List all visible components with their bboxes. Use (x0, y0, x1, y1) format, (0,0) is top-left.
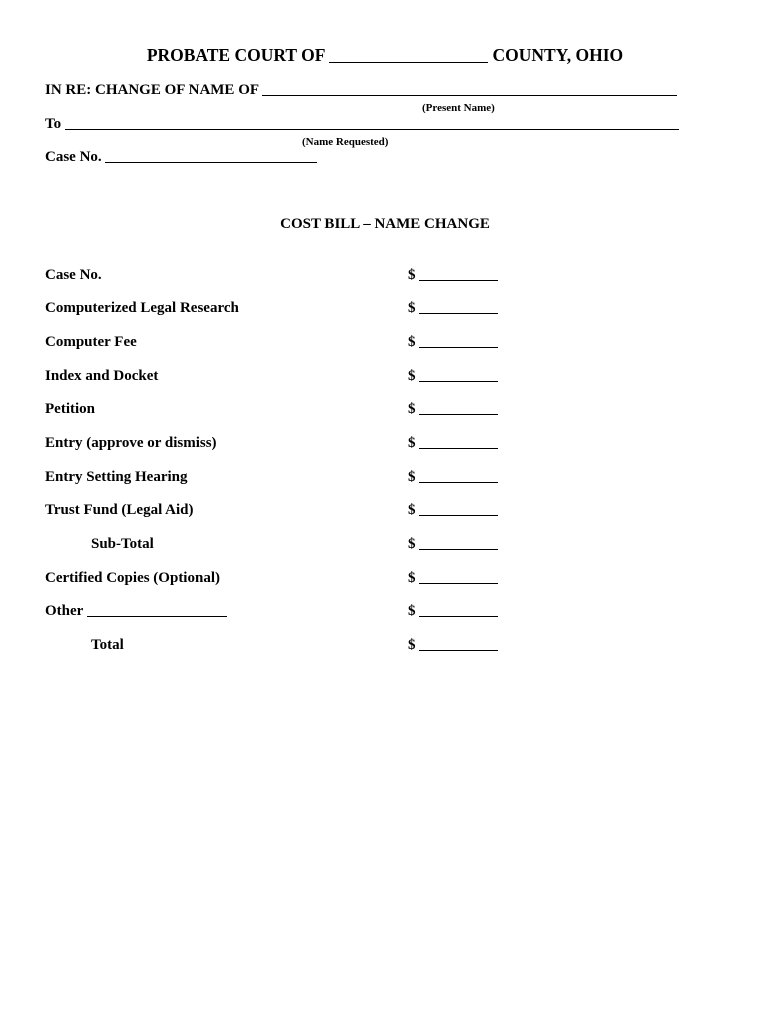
cost-row-computer-fee (0, 332, 770, 352)
other-description-field[interactable] (87, 604, 227, 617)
amount-cell (408, 332, 498, 352)
case-number-line (0, 147, 770, 167)
currency-symbol: $ (408, 368, 416, 384)
amount-cell (408, 635, 498, 655)
amount-cell (408, 298, 498, 318)
court-prefix: PROBATE COURT OF (146, 45, 325, 65)
in-re-label: IN RE: CHANGE OF NAME OF (45, 82, 259, 98)
cost-row-sub-total (0, 534, 770, 554)
cost-row-index-and-docket (0, 366, 770, 386)
currency-symbol: $ (408, 637, 416, 653)
amount-cell (408, 601, 498, 621)
cost-item-label: Computerized Legal Research (45, 300, 239, 316)
currency-symbol: $ (408, 334, 416, 350)
county-field[interactable] (329, 50, 488, 63)
cost-item-label: Index and Docket (45, 368, 159, 384)
amount-cell (408, 500, 498, 520)
other-item (45, 601, 227, 621)
amount-field[interactable] (419, 335, 498, 348)
case-number-field[interactable] (105, 150, 317, 163)
amount-field[interactable] (419, 369, 498, 382)
currency-symbol: $ (408, 603, 416, 619)
amount-field[interactable] (419, 503, 498, 516)
cost-item-label: Entry Setting Hearing (45, 469, 188, 485)
amount-field[interactable] (419, 301, 498, 314)
cost-row-trust-fund (0, 500, 770, 520)
cost-item-label: Other (45, 603, 84, 619)
present-name-field[interactable] (262, 83, 677, 96)
subtotal-label: Sub-Total (91, 536, 154, 552)
currency-symbol: $ (408, 570, 416, 586)
cost-row-other (0, 601, 770, 621)
amount-cell (408, 534, 498, 554)
amount-cell (408, 399, 498, 419)
currency-symbol: $ (408, 267, 416, 283)
cost-row-computerized-legal-research (0, 298, 770, 318)
cost-row-petition (0, 399, 770, 419)
cost-row-case-no (0, 265, 770, 285)
name-requested-caption: (Name Requested) (302, 136, 389, 148)
amount-field[interactable] (419, 402, 498, 415)
subtotal-amount-field[interactable] (419, 537, 498, 550)
currency-symbol: $ (408, 536, 416, 552)
cost-row-total (0, 635, 770, 655)
court-title (0, 45, 770, 65)
case-number-label: Case No. (45, 149, 102, 165)
present-name-caption: (Present Name) (422, 102, 495, 114)
cost-item-label: Trust Fund (Legal Aid) (45, 502, 194, 518)
total-amount-field[interactable] (419, 638, 498, 651)
amount-field[interactable] (419, 436, 498, 449)
currency-symbol: $ (408, 502, 416, 518)
to-line (0, 114, 770, 134)
requested-name-field[interactable] (65, 117, 679, 130)
cost-row-entry-setting-hearing (0, 467, 770, 487)
cost-item-label: Entry (approve or dismiss) (45, 435, 217, 451)
currency-symbol: $ (408, 300, 416, 316)
amount-cell (408, 433, 498, 453)
currency-symbol: $ (408, 469, 416, 485)
amount-field[interactable] (419, 268, 498, 281)
amount-field[interactable] (419, 571, 498, 584)
court-suffix: COUNTY, OHIO (492, 45, 624, 65)
cost-item-label: Computer Fee (45, 334, 137, 350)
cost-item-label: Case No. (45, 267, 102, 283)
cost-item-label: Petition (45, 401, 95, 417)
cost-row-entry-approve-or-dismiss (0, 433, 770, 453)
in-re-line (0, 80, 770, 100)
amount-field[interactable] (419, 470, 498, 483)
amount-field[interactable] (419, 604, 498, 617)
amount-cell (408, 568, 498, 588)
cost-row-certified-copies (0, 568, 770, 588)
amount-cell (408, 366, 498, 386)
total-label: Total (91, 637, 124, 653)
amount-cell (408, 467, 498, 487)
cost-bill-title: COST BILL – NAME CHANGE (280, 216, 490, 232)
currency-symbol: $ (408, 401, 416, 417)
to-label: To (45, 116, 62, 132)
cost-item-label: Certified Copies (Optional) (45, 570, 220, 586)
currency-symbol: $ (408, 435, 416, 451)
amount-cell (408, 265, 498, 285)
